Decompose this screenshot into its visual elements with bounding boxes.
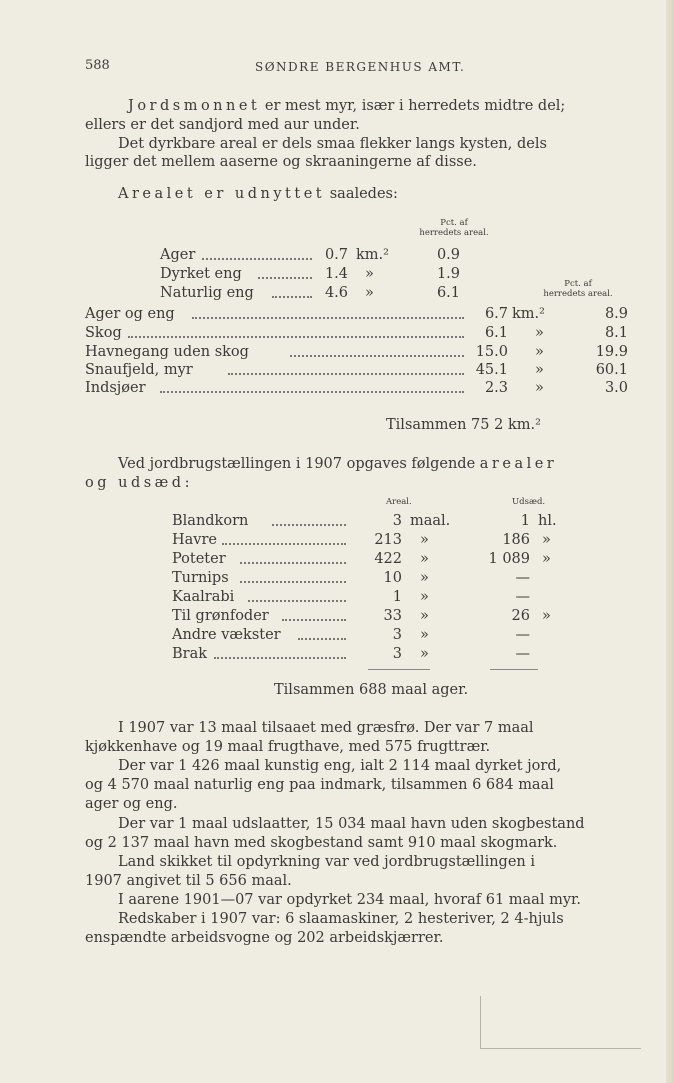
closing-line: I aarene 1901—07 var opdyrket 234 maal, hvoraf 61 maal myr. bbox=[118, 892, 581, 908]
closing-line: Der var 1 426 maal kunstig eng, ialt 2 114 maal dyrket jord, bbox=[118, 758, 562, 774]
spaced-term: Jordsmonnet bbox=[128, 98, 261, 114]
closing-line: kjøkkenhave og 19 maal frugthave, med 575 frugttrær. bbox=[85, 739, 491, 755]
col-header-udsaed: Udsæd. bbox=[512, 497, 546, 507]
closing-line: 1907 angivet til 5 656 maal. bbox=[85, 873, 292, 889]
closing-line: enspændte arbeidsvogne og 202 arbeidskjærrer. bbox=[85, 930, 444, 946]
page-edge bbox=[666, 0, 674, 1083]
area-total: Tilsammen 75 2 km.² bbox=[386, 417, 541, 433]
census-intro: Ved jordbrugstællingen i 1907 opgaves følgende arealer bbox=[118, 456, 558, 472]
area-heading: Arealet er udnyttet saaledes: bbox=[118, 186, 398, 202]
intro-line: Det dyrkbare areal er dels smaa flekker langs kysten, dels bbox=[118, 136, 547, 152]
closing-line: og 4 570 maal naturlig eng paa indmark, tilsammen 6 684 maal bbox=[85, 777, 554, 793]
closing-line: I 1907 var 13 maal tilsaaet med græsfrø. Der var 7 maal bbox=[118, 720, 534, 736]
intro-line: ligger det mellem aaserne og skraaningerne af disse. bbox=[85, 154, 477, 170]
closing-line: Land skikket til opdyrkning var ved jordbrugstællingen i bbox=[118, 854, 535, 870]
document-page: 588 SØNDRE BERGENHUS AMT. Jordsmonnet er mest myr, især i herredets midtre del; ellers er det sandjord med aur under. Det dyrkbare areal er dels smaa flekker langs kysten, dels ligger det mellem aaserne og skraaningerne af disse. Arealet er udnyttet saaledes: Pct. af herredets areal. Pct. af herredets areal. Ager 0.7 km.² 0.9 Dyrket eng 1.4 » 1.9 Naturlig eng 4.6 » 6.1 Ager og eng 6.7 km.² 8.9 Skog 6.1 » 8.1 Havnegang uden skog 15.0 » 19.9 Snaufjeld, myr 45.1 » 60.1 Indsjøer 2.3 » 3.0 Tilsammen 75 2 km.² Ved jordbrugstællingen i 1907 opgaves følgende arealer og udsæd: Areal. Udsæd. Blandkorn 3 maal. 1 hl. Havre 213 » 186 » Poteter 422 » 1 089 » Turnips 10 » — Kaalrabi 1 » — Til grønfoder 33 » 26 » Andre vækster 3 » — Brak 3 » — Tilsammen 688 maal ager. I 1907 var 13 maal tilsaaet med græsfrø. Der var 7 maal kjøkkenhave og 19 maal frugthave, med 575 frugttrær. Der var 1 426 maal kunstig eng, ialt 2 114 maal dyrket jord, og 4 570 maal naturlig eng paa indmark, tilsammen 6 684 maal ager og eng. Der var 1 maal udslaatter, 15 034 maal havn uden skogbestand og 2 137 maal havn med skogbestand samt 910 maal skogmark. Land skikket til opdyrkning var ved jordbrugstællingen i 1907 angivet til 5 656 maal. I aarene 1901—07 var opdyrket 234 maal, hvoraf 61 maal myr. Redskaber i 1907 var: 6 slaamaskiner, 2 hesteriver, 2 4-hjuls enspændte arbeidsvogne og 202 arbeidskjærrer. bbox=[0, 0, 674, 1083]
intro-line: Jordsmonnet er mest myr, især i herredets midtre del; bbox=[128, 98, 566, 114]
library-stamp-mark bbox=[480, 996, 641, 1049]
running-title: SØNDRE BERGENHUS AMT. bbox=[255, 60, 466, 74]
intro-line: ellers er det sandjord med aur under. bbox=[85, 117, 360, 133]
page-number: 588 bbox=[85, 58, 110, 73]
closing-line: Der var 1 maal udslaatter, 15 034 maal havn uden skogbestand bbox=[118, 816, 585, 832]
pct-header: Pct. af herredets areal. bbox=[419, 218, 489, 238]
crop-total: Tilsammen 688 maal ager. bbox=[274, 682, 469, 698]
col-header-areal: Areal. bbox=[386, 497, 412, 507]
pct-header: Pct. af herredets areal. bbox=[543, 279, 613, 299]
sum-rule bbox=[368, 669, 430, 670]
census-intro-cont: og udsæd: bbox=[85, 475, 193, 491]
sum-rule bbox=[490, 669, 538, 670]
closing-line: Redskaber i 1907 var: 6 slaamaskiner, 2 hesteriver, 2 4-hjuls bbox=[118, 911, 564, 927]
closing-line: og 2 137 maal havn med skogbestand samt 910 maal skogmark. bbox=[85, 835, 558, 851]
closing-line: ager og eng. bbox=[85, 796, 178, 812]
